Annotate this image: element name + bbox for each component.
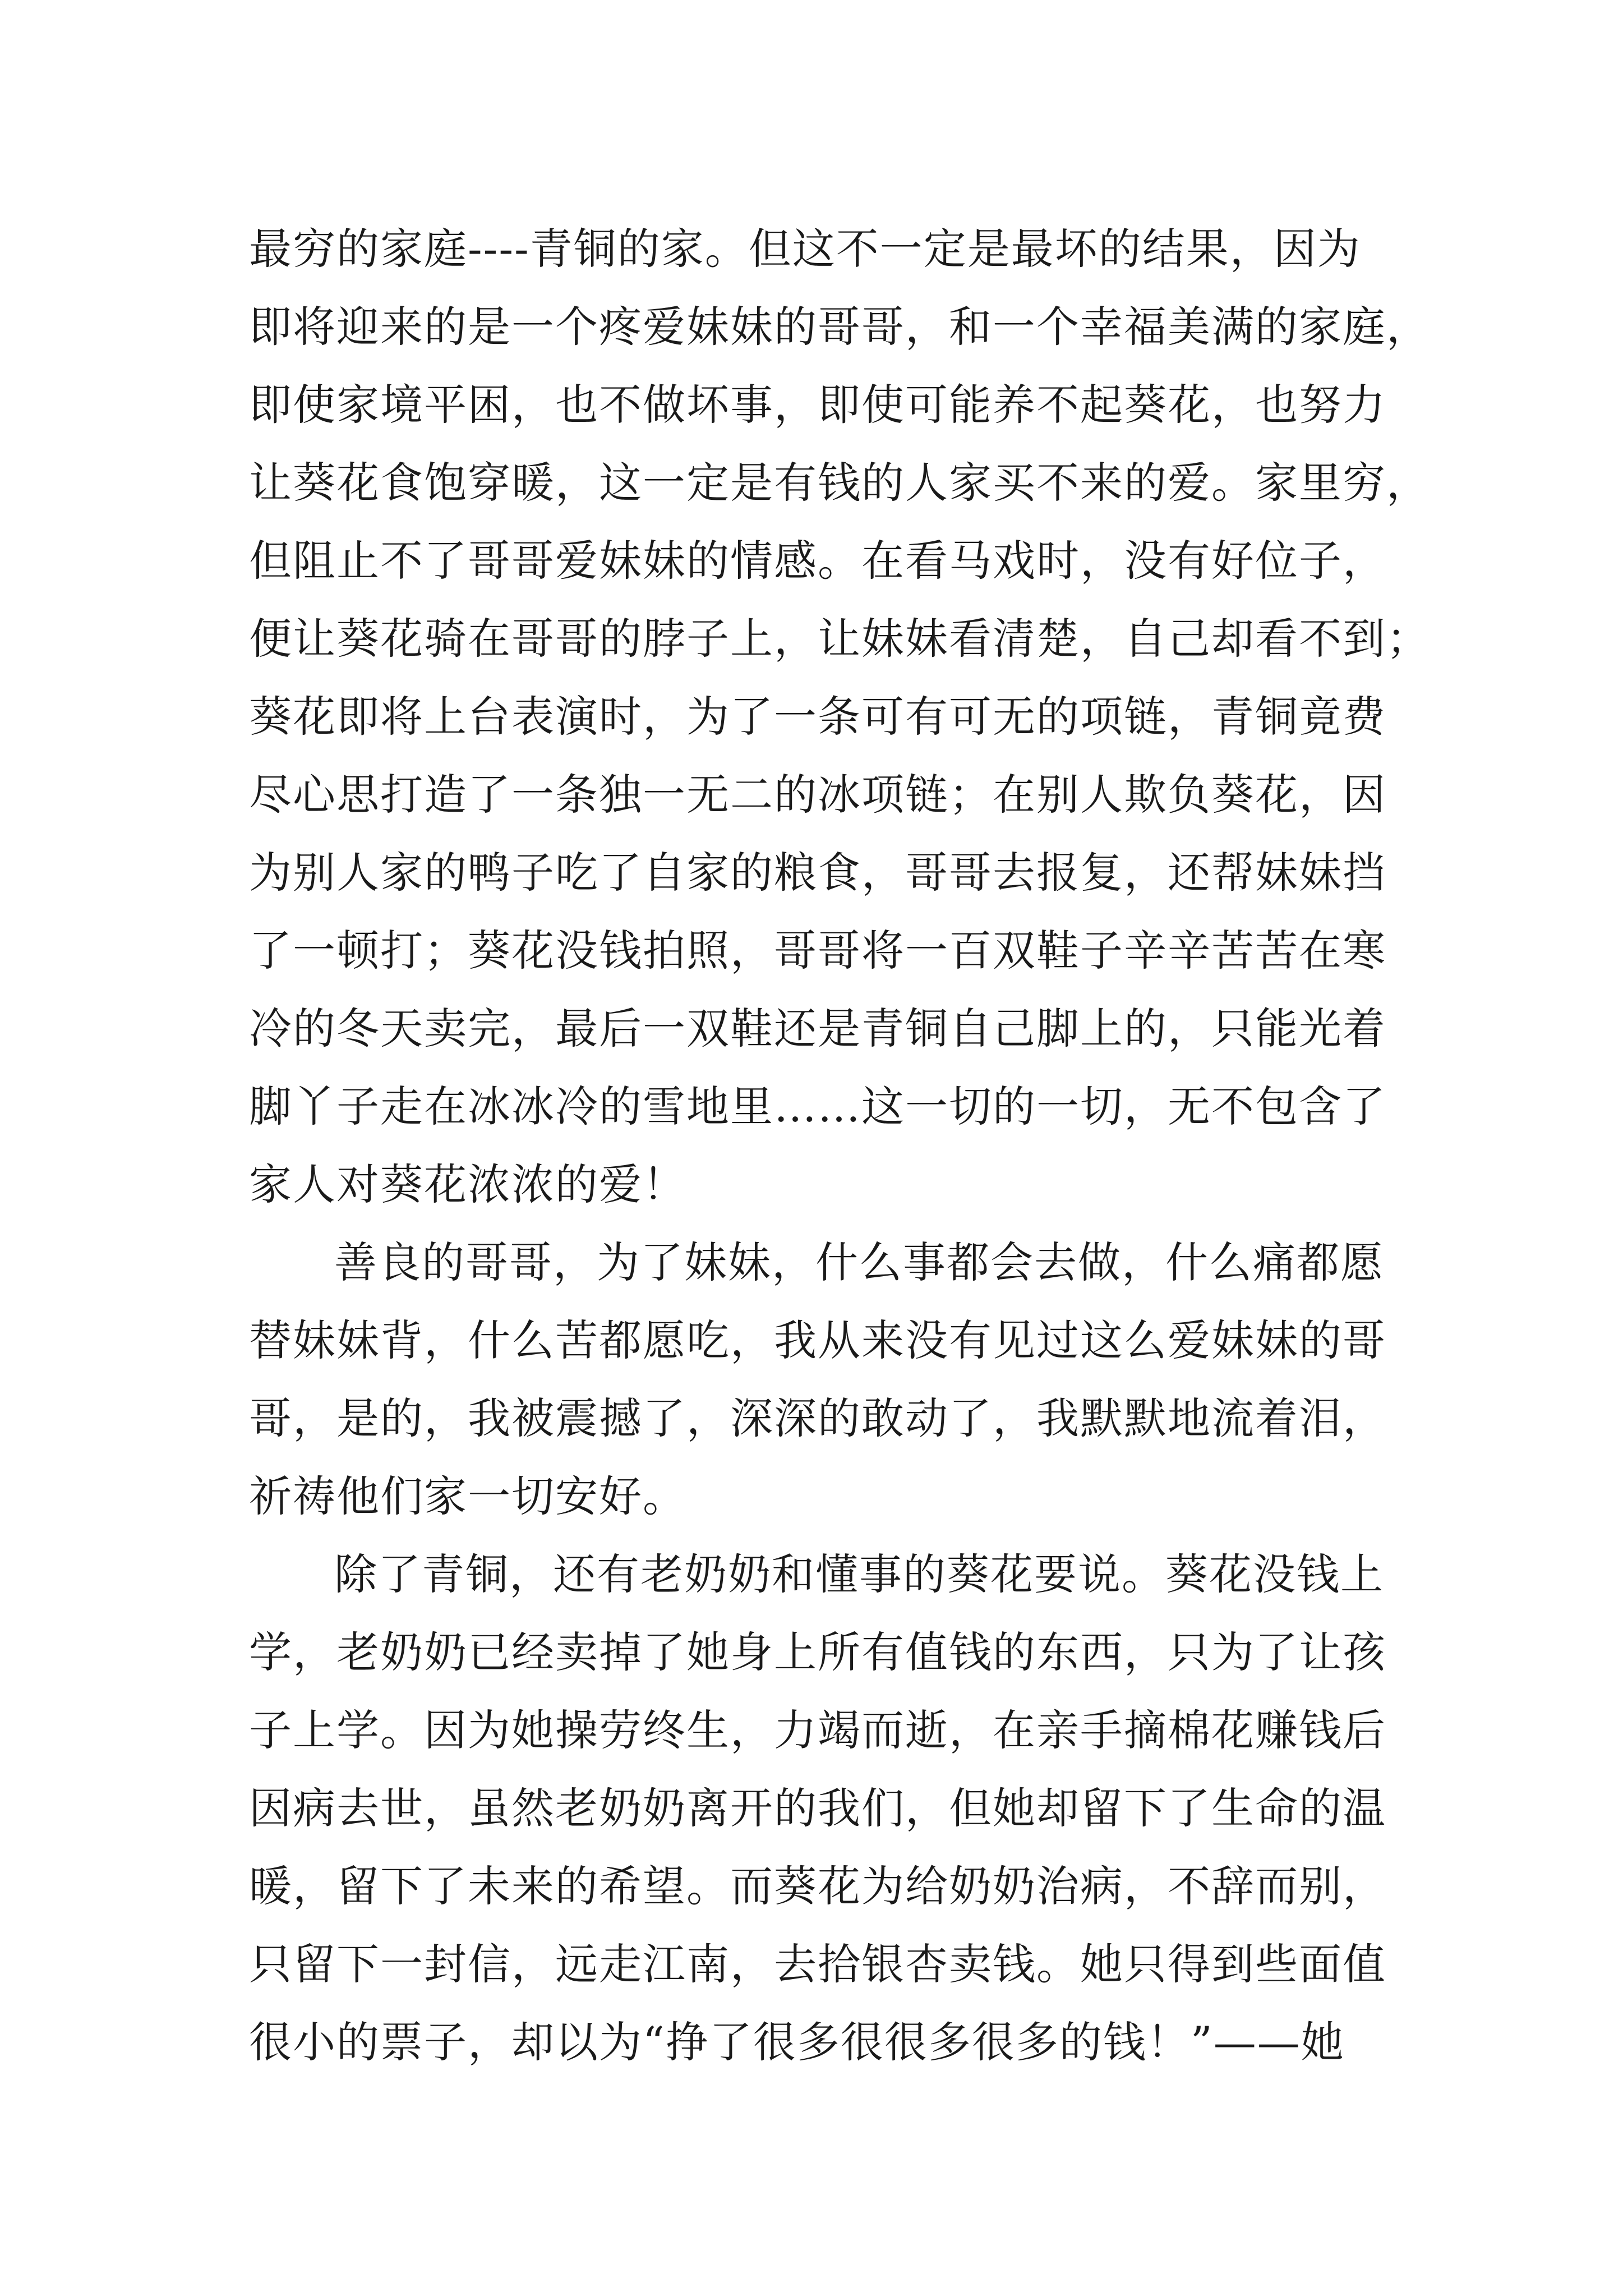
text-line: 家人对葵花浓浓的爱！ (249, 1159, 686, 1209)
text-line: 了一顿打；葵花没钱拍照，哥哥将一百双鞋子辛辛苦苦在寒 (249, 926, 1386, 976)
text-line: 即将迎来的是一个疼爱妹妹的哥哥，和一个幸福美满的家庭， (249, 302, 1430, 352)
text-line: 替妹妹背，什么苦都愿吃，我从来没有见过这么爱妹妹的哥 (249, 1315, 1386, 1365)
text-line: 葵花即将上台表演时，为了一条可有可无的项链，青铜竟费 (249, 692, 1386, 742)
text-line: 冷的冬天卖完，最后一双鞋还是青铜自己脚上的，只能光着 (249, 1004, 1386, 1053)
text-line: 最穷的家庭----青铜的家。但这不一定是最坏的结果，因为 (249, 224, 1361, 274)
text-line: 因病去世，虽然老奶奶离开的我们，但她却留下了生命的温 (249, 1783, 1386, 1833)
text-line: 尽心思打造了一条独一无二的冰项链；在别人欺负葵花，因 (249, 770, 1386, 820)
text-line: 脚丫子走在冰冰冷的雪地里……这一切的一切，无不包含了 (249, 1082, 1386, 1131)
text-line: 子上学。因为她操劳终生，力竭而逝，在亲手摘棉花赚钱后 (249, 1705, 1386, 1755)
text-line: 很小的票子，却以为“挣了很多很很多很多的钱！”——她 (249, 2017, 1345, 2067)
text-line: 即使家境平困，也不做坏事，即使可能养不起葵花，也努力 (249, 380, 1386, 430)
paragraph-start-line: 除了青铜，还有老奶奶和懂事的葵花要说。葵花没钱上 (334, 1549, 1384, 1599)
text-line: 祈祷他们家一切安好。 (249, 1471, 686, 1521)
text-line: 让葵花食饱穿暖，这一定是有钱的人家买不来的爱。家里穷， (249, 458, 1430, 508)
text-line: 便让葵花骑在哥哥的脖子上，让妹妹看清楚，自己却看不到； (249, 614, 1430, 664)
body-text (249, 210, 1432, 2081)
text-line: 哥，是的，我被震撼了，深深的敢动了，我默默地流着泪， (249, 1393, 1386, 1443)
text-line: 只留下一封信，远走江南，去拾银杏卖钱。她只得到些面值 (249, 1939, 1386, 1989)
text-line: 为别人家的鸭子吃了自家的粮食，哥哥去报复，还帮妹妹挡 (249, 848, 1386, 898)
text-line: 但阻止不了哥哥爱妹妹的情感。在看马戏时，没有好位子， (249, 536, 1386, 586)
paragraph-start-line: 善良的哥哥，为了妹妹，什么事都会去做，什么痛都愿 (334, 1237, 1384, 1287)
text-line: 暖，留下了未来的希望。而葵花为给奶奶治病，不辞而别， (249, 1861, 1386, 1911)
text-line: 学，老奶奶已经卖掉了她身上所有值钱的东西，只为了让孩 (249, 1627, 1386, 1677)
